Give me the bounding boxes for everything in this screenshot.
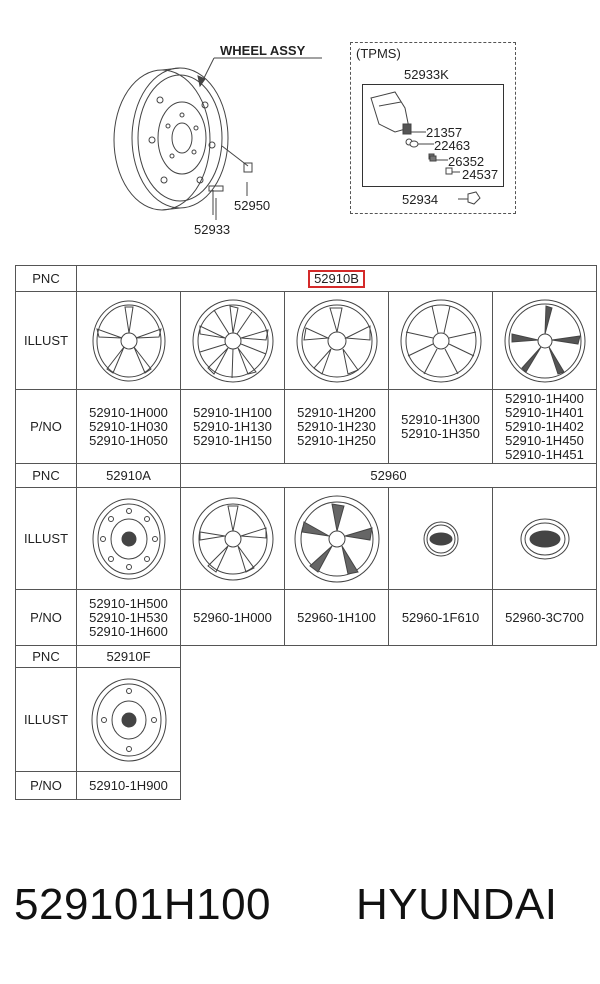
pno-cell — [77, 772, 181, 800]
part-number[interactable]: 52910-1H900 — [89, 777, 168, 793]
table-row — [16, 590, 597, 646]
part-number[interactable]: 52910-1H600 — [89, 623, 168, 639]
part-number[interactable]: 52910-1H000 — [89, 404, 168, 420]
pno-cell — [389, 590, 493, 646]
illust-label: ILLUST — [16, 488, 77, 590]
part-label-52950: 52950 — [234, 198, 271, 213]
part-number[interactable]: 52910-1H401 — [505, 404, 584, 420]
illust-cell — [285, 488, 389, 590]
pno-label: P/NO — [16, 772, 77, 800]
pnc-value: 52910F — [77, 646, 181, 668]
part-number[interactable]: 52960-3C700 — [505, 609, 584, 625]
part-number[interactable]: 52960-1H100 — [297, 609, 376, 625]
part-number[interactable]: 52910-1H150 — [193, 432, 272, 448]
wheel-cover-sport-icon — [292, 494, 382, 584]
part-number[interactable]: 52910-1H400 — [505, 390, 584, 406]
highlighted-pnc[interactable]: 52910B — [308, 270, 365, 288]
illust-cell — [389, 292, 493, 390]
pno-cell — [77, 590, 181, 646]
pnc-value: 52910A — [77, 464, 181, 488]
exploded-diagram — [0, 0, 600, 250]
pno-cell — [285, 590, 389, 646]
pno-cell — [181, 390, 285, 464]
pnc-label: PNC — [16, 464, 77, 488]
part-number[interactable]: 52910-1H050 — [89, 432, 168, 448]
pno-cell — [181, 590, 285, 646]
illust-label: ILLUST — [16, 668, 77, 772]
part-number[interactable]: 52960-1F610 — [401, 609, 480, 625]
footer-part-number: 529101H100 — [14, 880, 272, 929]
spare-steel-wheel-icon — [88, 677, 170, 763]
illust-cell — [181, 292, 285, 390]
illust-cell — [493, 488, 597, 590]
pno-label: P/NO — [16, 590, 77, 646]
pnc-value: 52960 — [181, 464, 597, 488]
parts-table — [15, 265, 597, 800]
leader-lines — [0, 0, 340, 250]
wheel-assy-label: WHEEL ASSY — [220, 43, 306, 58]
pno-cell — [77, 390, 181, 464]
pno-cell — [285, 390, 389, 464]
pno-cell — [493, 590, 597, 646]
illust-cell — [77, 488, 181, 590]
part-number[interactable]: 52910-1H200 — [297, 404, 376, 420]
pno-cell — [493, 390, 597, 464]
tpms-title: (TPMS) — [356, 46, 401, 61]
empty-area — [181, 646, 597, 800]
illust-cell — [77, 668, 181, 772]
pno-label: P/NO — [16, 390, 77, 464]
wheel-cover-icon — [190, 496, 276, 582]
illust-label: ILLUST — [16, 292, 77, 390]
table-row — [16, 488, 597, 590]
hub-cap-emblem-icon — [421, 519, 461, 559]
part-number[interactable]: 52910-1H500 — [89, 595, 168, 611]
table-row — [16, 464, 597, 488]
alloy-wheel-5-spoke-icon — [89, 299, 169, 383]
footer-brand: HYUNDAI — [356, 880, 558, 929]
part-number[interactable]: 52960-1H000 — [193, 609, 272, 625]
part-number[interactable]: 52910-1H100 — [193, 404, 272, 420]
illust-cell — [181, 488, 285, 590]
alloy-wheel-twin-spoke-icon — [294, 298, 380, 384]
part-number[interactable]: 52910-1H350 — [401, 425, 480, 441]
pnc-label: PNC — [16, 646, 77, 668]
table-row — [16, 266, 597, 292]
part-number[interactable]: 52910-1H230 — [297, 418, 376, 434]
alloy-wheel-sport-icon — [502, 298, 588, 384]
pnc-value-cell — [77, 266, 597, 292]
table-row — [16, 292, 597, 390]
illust-cell — [77, 292, 181, 390]
steel-wheel-icon — [89, 497, 169, 581]
illust-cell — [493, 292, 597, 390]
illust-cell — [389, 488, 493, 590]
tpms-part-21357: 21357 — [426, 125, 463, 140]
table-row — [16, 390, 597, 464]
part-number[interactable]: 52910-1H300 — [401, 411, 480, 427]
part-label-52933: 52933 — [194, 222, 231, 237]
part-number[interactable]: 52910-1H530 — [89, 609, 168, 625]
part-number[interactable]: 52910-1H451 — [505, 446, 584, 462]
alloy-wheel-multi-spoke-icon — [398, 298, 484, 384]
tpms-part-22463: 22463 — [434, 138, 471, 153]
hub-cap-emblem-large-icon — [519, 517, 571, 561]
part-number[interactable]: 52910-1H030 — [89, 418, 168, 434]
part-number[interactable]: 52910-1H450 — [505, 432, 584, 448]
tpms-part-26352: 26352 — [448, 154, 485, 169]
alloy-wheel-10-spoke-icon — [190, 298, 276, 384]
tpms-part-52934: 52934 — [402, 192, 439, 207]
tpms-sensor-label: 52933K — [404, 67, 449, 82]
table-row — [16, 646, 597, 668]
part-number[interactable]: 52910-1H130 — [193, 418, 272, 434]
pnc-label: PNC — [16, 266, 77, 292]
illust-cell — [285, 292, 389, 390]
tpms-part-24537: 24537 — [462, 167, 499, 182]
pno-cell — [389, 390, 493, 464]
part-number[interactable]: 52910-1H402 — [505, 418, 584, 434]
part-number[interactable]: 52910-1H250 — [297, 432, 376, 448]
